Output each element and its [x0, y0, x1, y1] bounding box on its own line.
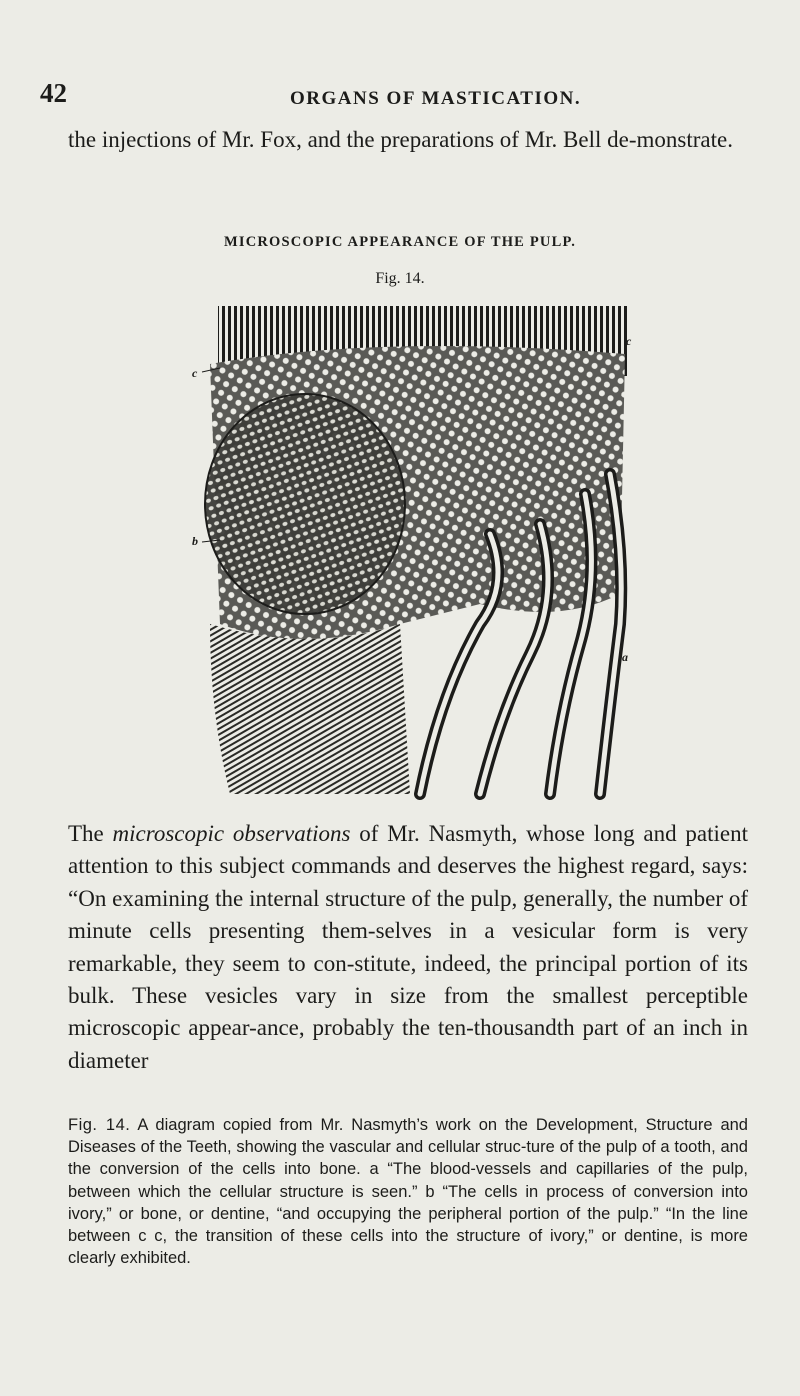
figure-letter-b: b [192, 534, 198, 548]
figure-letter-c-left: c [192, 366, 198, 380]
figure-label: Fig. 14. [375, 270, 425, 287]
figure-caption [68, 1114, 748, 1269]
section-heading: MICROSCOPIC APPEARANCE OF THE PULP. [223, 234, 577, 250]
paragraph-italic-phrase: microscopic observations [112, 821, 351, 846]
paragraph-body: of Mr. Nasmyth, whose long and patient attention to this subject commands and deserves the highest regard, says: “On examining the internal structure of the pulp, generally, the number of minute cells presenting them-selves in a vesicular form is very remarkable, they seem to con-stitute, indeed, the principal portion of its bulk. These vesicles vary in size from the smallest perceptible microscopic appear-ance, probably the ten-thousandth part of an inch in diameter [68, 821, 748, 1073]
paragraph-lead: The [68, 821, 113, 846]
figure-letter-a: a [622, 650, 628, 664]
figure-letter-c-right: c [626, 334, 632, 348]
figure-pulp-illustration [180, 294, 640, 806]
running-title: ORGANS OF MASTICATION. [290, 88, 582, 109]
caption-label: Fig. 14. [68, 1116, 131, 1134]
caption-text: A diagram copied from Mr. Nasmyth’s work on the Development, Structure and Diseases of the Teeth, showing the vascular and cellular struc-ture of the pulp of a tooth, and the conversion of the cells into bone. a “The blood-vessels and capillaries of the pulp, between which the cellular structure is seen.” b “The cells in process of conversion into ivory,” or bone, or dentine, “and occupying the peripheral portion of the pulp.” “In the line between c c, the transition of these cells into the structure of ivory,” or dentine, is more clearly exhibited. [68, 1116, 748, 1268]
pulp-engraving [180, 294, 640, 806]
paragraph-continuation: the injections of Mr. Fox, and the preparations of Mr. Bell de-monstrate. [68, 127, 733, 152]
page-number: 42 [40, 78, 67, 108]
paragraph-nasmyth [68, 818, 748, 1077]
